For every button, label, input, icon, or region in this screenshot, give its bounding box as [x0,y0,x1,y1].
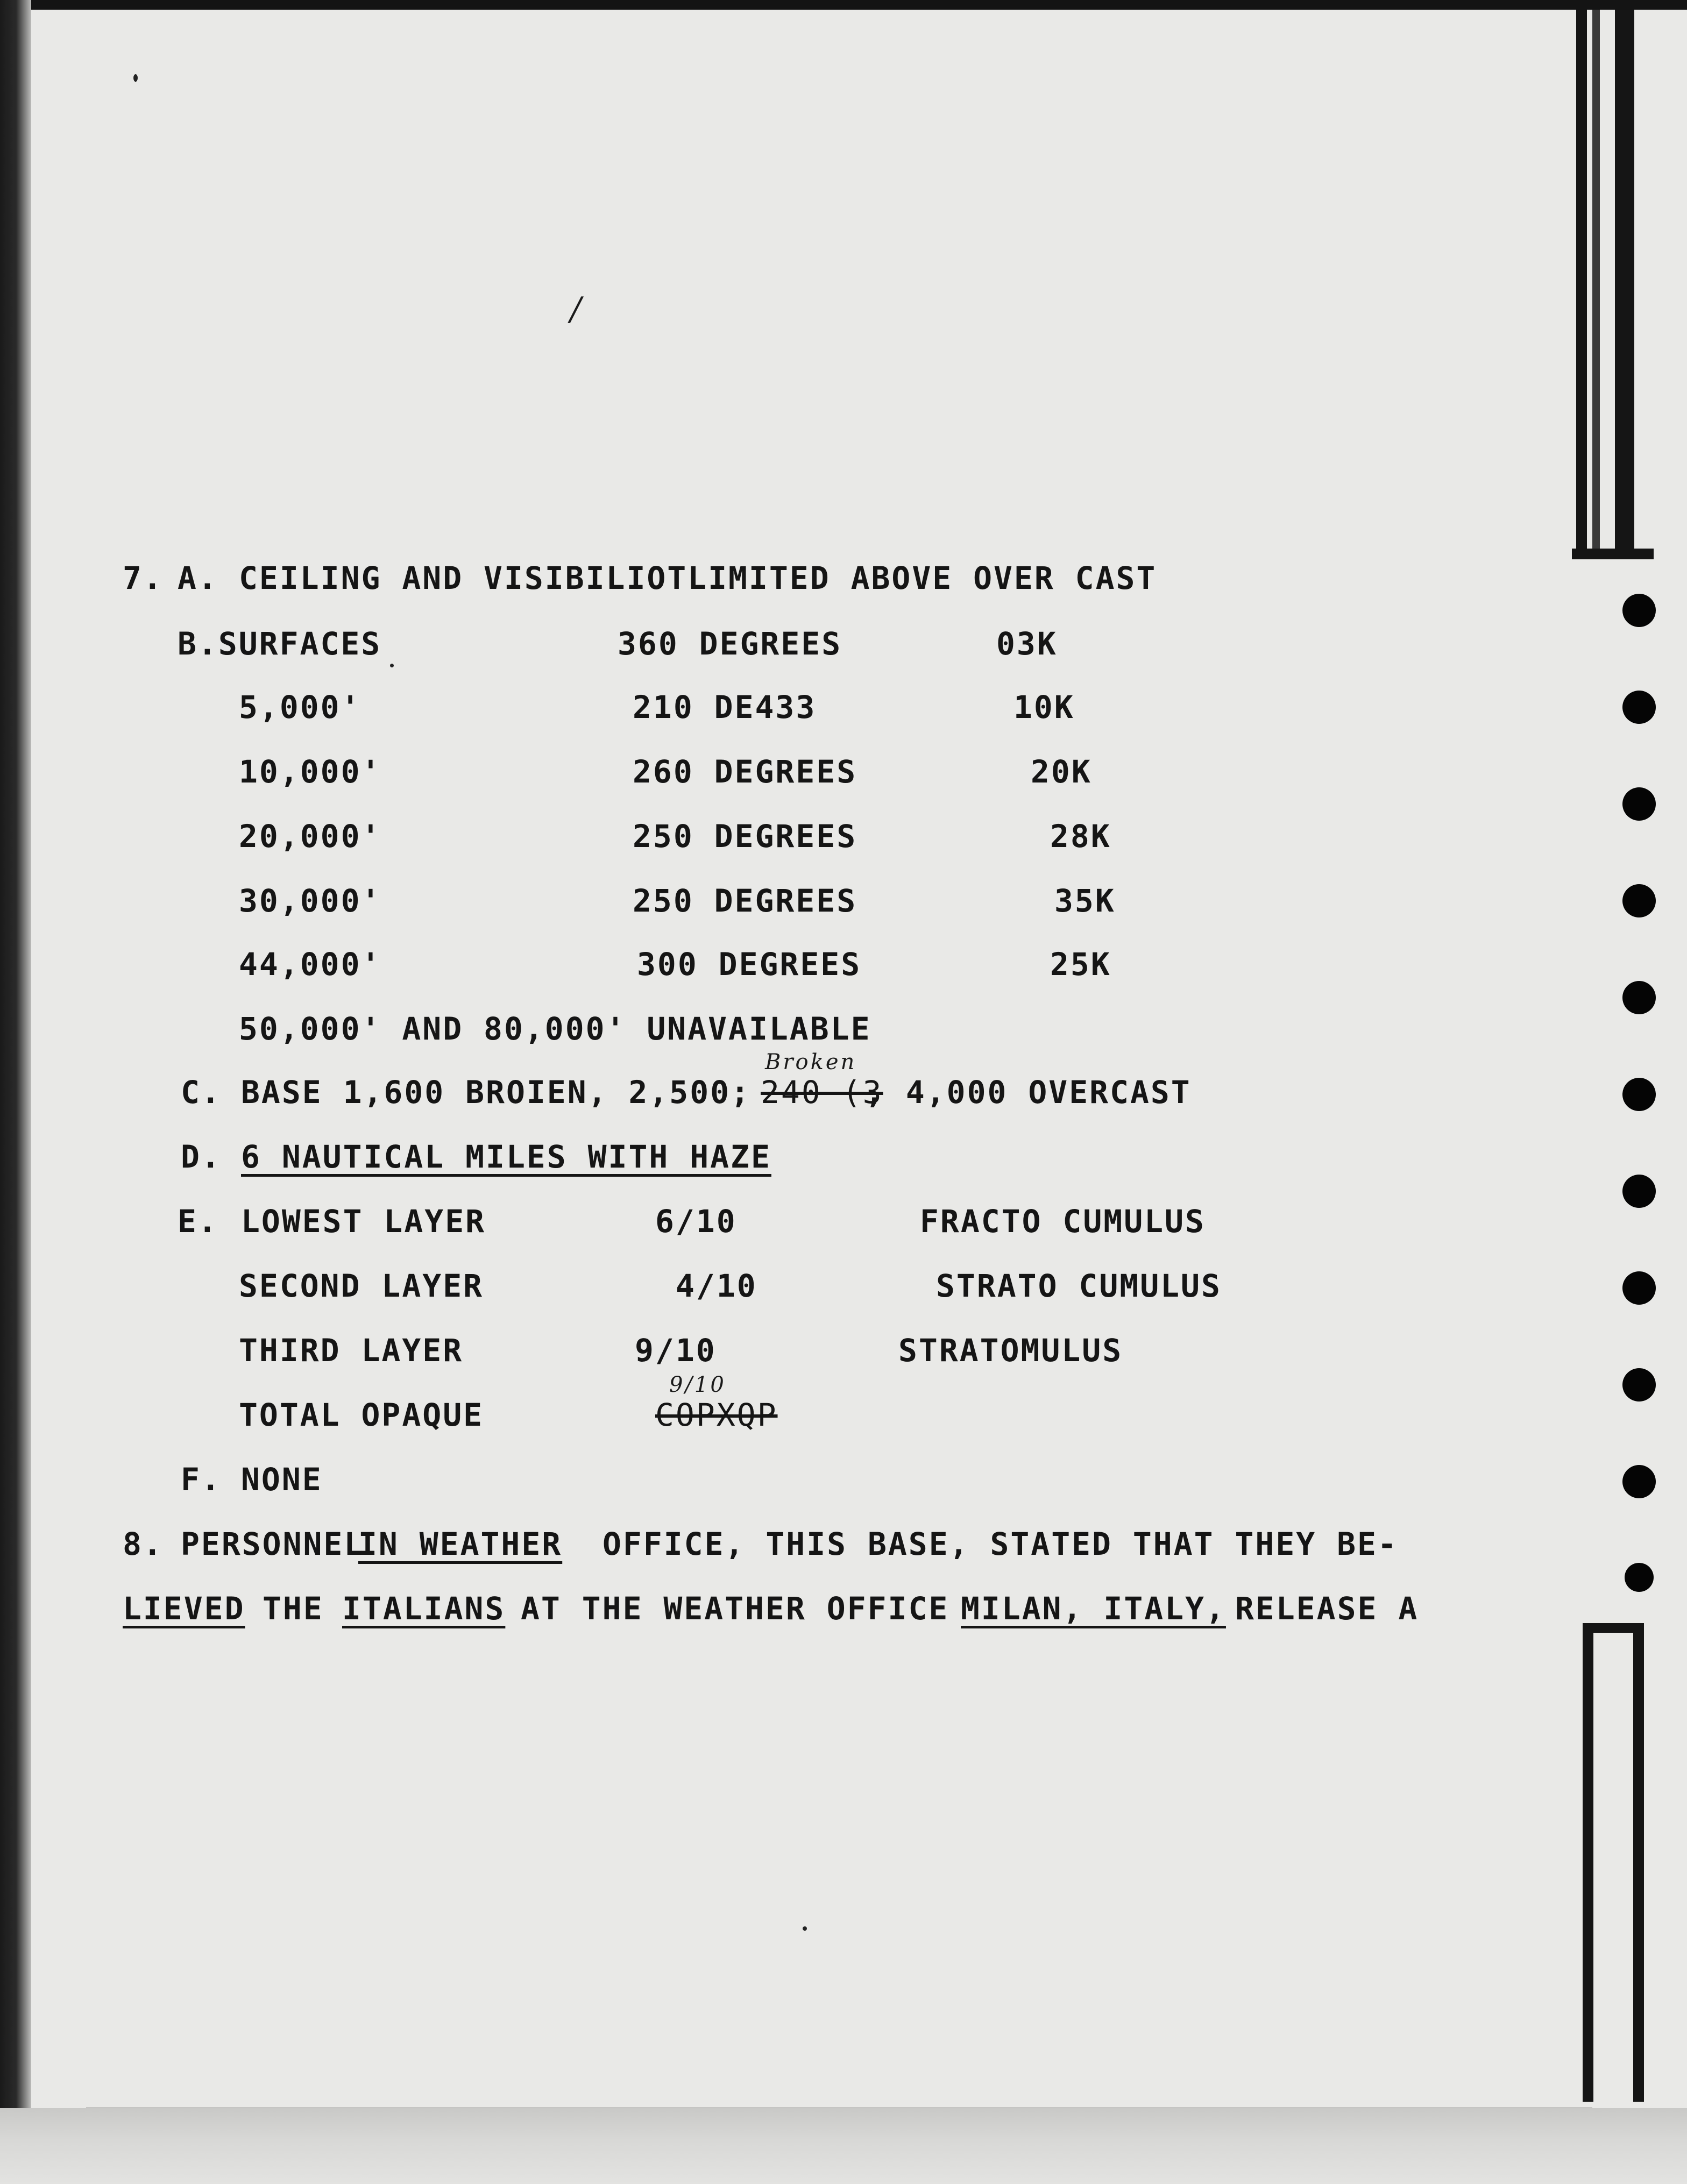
wind-altitude: 10,000' [239,753,382,790]
wind-speed: 20K [1031,753,1092,790]
punch-hole [1622,1175,1656,1208]
cloud-layer-label: SECOND LAYER [239,1268,484,1304]
punch-hole [1622,981,1656,1014]
binder-rail-top-left [1576,10,1587,558]
wind-direction: 260 DEGREES [633,753,857,790]
punch-hole [1622,1368,1656,1402]
item-e-letter: E. [178,1203,218,1240]
surface-wind-speed: 03K [996,625,1058,662]
cloud-layer-fraction: 6/10 [655,1203,737,1240]
stray-pen-mark: / [570,290,584,328]
cloud-layer-type: STRATO CUMULUS [936,1268,1222,1304]
paragraph-8-text: PERSONNEL [181,1526,365,1562]
struck-text: COPXQP [655,1397,778,1433]
cloud-layer-label: TOTAL OPAQUE [239,1397,484,1433]
film-border-top [0,0,1687,10]
wind-direction: 250 DEGREES [633,883,857,919]
item-c-letter: C. [181,1074,222,1111]
wind-altitude: 20,000' [239,818,382,855]
paragraph-8-text: LIEVED [123,1590,245,1627]
paragraph-8-text: RELEASE A [1235,1590,1419,1627]
film-border-bottom [0,2108,1687,2184]
item-7a-letter: A. [178,560,218,596]
unavailable-note: 50,000' AND 80,000' UNAVAILABLE [239,1011,871,1047]
punch-hole [1625,1563,1654,1592]
struck-text: 240 (3 [761,1074,883,1111]
binder-rail-top-right [1615,10,1634,558]
wind-speed: 28K [1050,818,1111,855]
cloud-layer-fraction: 9/10 [635,1332,717,1369]
binder-rail-bottom-left [1583,1623,1593,2102]
wind-speed: 10K [1013,689,1075,725]
paragraph-8-text: IN WEATHER [358,1526,563,1562]
cloud-layer-label: THIRD LAYER [239,1332,464,1369]
speck [390,664,394,667]
punch-hole [1622,691,1656,724]
film-border-left [0,0,31,2151]
paragraph-8-text: OFFICE, THIS BASE, STATED THAT THEY BE- [602,1526,1398,1562]
item-c-text-end: , 4,000 OVERCAST [865,1074,1192,1111]
paragraph-8-text: ITALIANS [342,1590,506,1627]
punch-hole [1622,884,1656,917]
item-8-number: 8. [123,1526,164,1562]
surface-wind-direction: 360 DEGREES [618,625,842,662]
wind-direction: 300 DEGREES [637,946,862,983]
handwritten-correction: Broken [765,1050,857,1075]
wind-altitude: 44,000' [239,946,382,983]
item-7a-text: CEILING AND VISIBILIOTLIMITED ABOVE OVER CAST [239,560,1157,596]
wind-speed: 25K [1050,946,1111,983]
speck [133,74,138,82]
item-c-text: BASE 1,600 BROIEN, 2,500; [241,1074,751,1111]
wind-direction: 250 DEGREES [633,818,857,855]
item-7b-label: B.SURFACES [178,625,382,662]
cloud-layer-type: FRACTO CUMULUS [920,1203,1206,1240]
binder-rail-bottom-right [1633,1623,1644,2102]
wind-altitude: 5,000' [239,689,362,725]
item-f-text: NONE [241,1461,323,1498]
punch-hole [1622,1271,1656,1305]
item-d-text: 6 NAUTICAL MILES WITH HAZE [241,1139,771,1175]
cloud-layer-type: STRATOMULUS [898,1332,1123,1369]
paragraph-8-text: MILAN, ITALY, [961,1590,1226,1627]
wind-altitude: 30,000' [239,883,382,919]
handwritten-correction: 9/10 [669,1372,726,1397]
wind-direction: 210 DE433 [633,689,817,725]
punch-hole [1622,787,1656,821]
punch-hole [1622,1465,1656,1498]
item-d-letter: D. [181,1139,222,1175]
binder-rail-top-foot [1572,549,1654,559]
item-7-number: 7. [123,560,164,596]
punch-hole [1622,1078,1656,1111]
cloud-layer-label: LOWEST LAYER [241,1203,486,1240]
paragraph-8-text: AT THE WEATHER OFFICE [521,1590,949,1627]
item-f-letter: F. [181,1461,222,1498]
paragraph-8-text: THE [263,1590,324,1627]
wind-speed: 35K [1054,883,1116,919]
speck [803,1926,807,1931]
binder-rail-top-mid [1592,10,1600,558]
punch-hole [1622,594,1656,627]
cloud-layer-fraction: 4/10 [676,1268,757,1304]
